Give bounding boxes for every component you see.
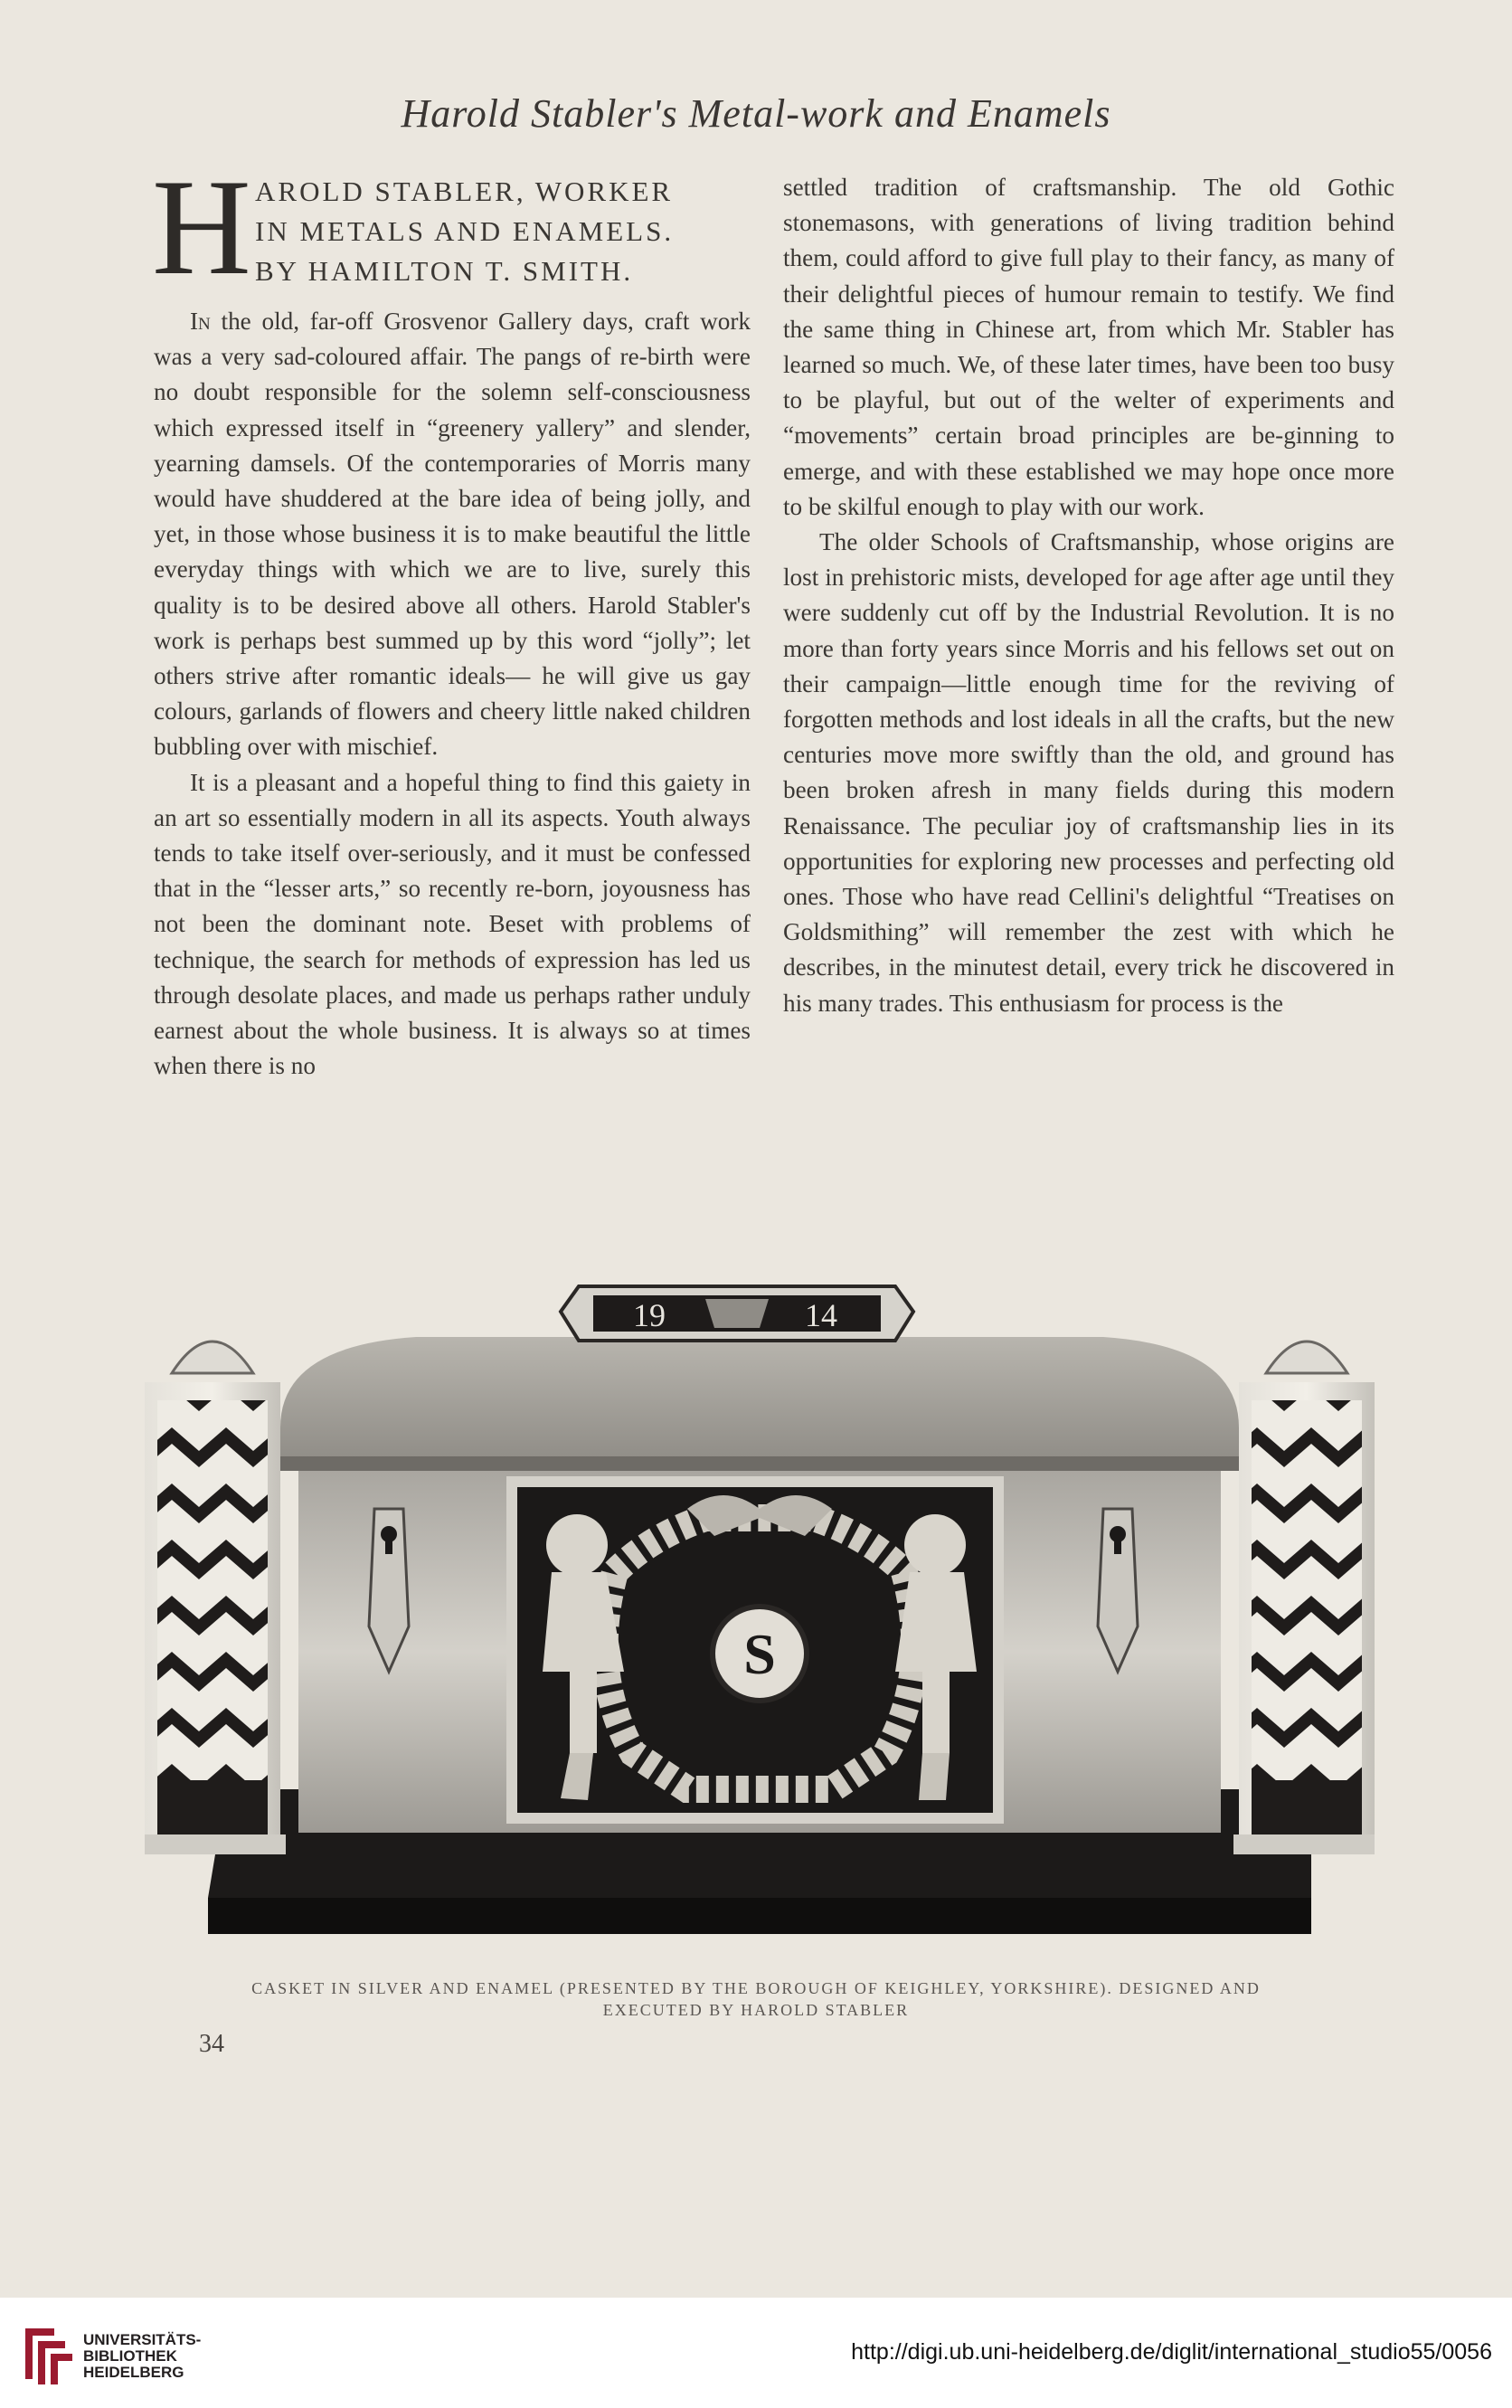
lid-rim <box>280 1456 1239 1471</box>
paragraph-3: settled tradition of craftsmanship. The old Gothic stonemasons, with generations of living tradition behind them, could afford to give full play to their fancy, as many of their delightful pieces of humour remain to testify. We find the same thing in Chinese art, from which Mr. Stabler has learned so much. We, of these later times, have been too busy to be playful, but out of the welter of experiments and “movements” certain broad principles are be-ginning to emerge, and with these established we may hope once more to be skilful enough to play with our work. <box>783 174 1394 520</box>
plaque-year-left: 19 <box>633 1297 666 1333</box>
running-head: Harold Stabler's Metal-work and Enamels <box>401 91 1111 136</box>
paragraph-1 <box>154 304 751 765</box>
figure-caption <box>90 1977 1422 2021</box>
title-line-3: BY HAMILTON T. SMITH. <box>255 255 634 287</box>
library-name-line-2: BIBLIOTHEK <box>83 2347 177 2365</box>
casket-lid <box>280 1337 1239 1464</box>
right-column <box>783 170 1394 1021</box>
casket-photograph <box>145 1247 1375 1952</box>
plaque-year-right: 14 <box>805 1297 837 1333</box>
left-column <box>152 151 751 1084</box>
left-front-pillar <box>145 1341 286 1854</box>
plinth-front <box>208 1898 1311 1934</box>
article-title-block <box>152 151 751 303</box>
page-number: 34 <box>199 2030 224 2058</box>
paragraph-4: The older Schools of Craftsmanship, whose origins are lost in prehistoric mists, developed for age after age until they were suddenly cut off by the Industrial Revolution. It is no more than forty years since Morris and his fellows set out on their campaign—little enough time for the reviving of forgotten methods and lost ideals in all the crafts, but the new centuries move more swiftly than the old, and ground has been broken afresh in many fields during this modern Renaissance. The peculiar joy of craftsmanship lies in its opportunities for exploring new processes and perfecting old ones. Those who have read Cellini's delightful “Treatises on Goldsmithing” will remember the zest with which he describes, in the minutest detail, every trick he discovered in his many trades. This enthusiasm for process is the <box>783 528 1394 1017</box>
title-line-2: IN METALS AND ENAMELS. <box>255 215 675 247</box>
paragraph-1-text: the old, far-off Grosvenor Gallery days, craft work was a very sad-coloured affair. The pangs of re-birth were no doubt responsible for the solemn self-consciousness which expressed itself in “greenery yallery” and slender, yearning damsels. Of the contemporaries of Morris many would have shuddered at the bare idea of being jolly, and yet, in those whose business it is to make beautiful the little everyday things with which we are to live, surely this quality is to be desired above all others. Harold Stabler's work is perhaps best summed up by this word “jolly”; let others strive after romantic ideals— he will give us gay colours, garlands of flowers and cheery little naked children bubbling over with mischief. <box>154 308 751 761</box>
paragraph-1-lead: In <box>190 308 211 335</box>
library-name-line-1: UNIVERSITÄTS- <box>83 2331 202 2348</box>
digitization-footer <box>0 2298 1512 2408</box>
library-logo-icon <box>18 2321 76 2386</box>
title-line-1: AROLD STABLER, WORKER <box>255 175 674 207</box>
enamel-panel <box>506 1476 1004 1824</box>
paragraph-2: It is a pleasant and a hopeful thing to find this gaiety in an art so essentially modern in all its aspects. Youth always tends to take itself over-seriously, and it must be confessed that in the “lesser arts,” so recently re-born, joyousness has not been the dominant note. Beset with problems of technique, the search for methods of expression has led us through desolate places, and made us perhaps rather unduly earnest about the whole business. It is always so at times when there is no <box>154 768 751 1080</box>
library-name-line-3: HEIDELBERG <box>83 2364 184 2381</box>
drop-cap: H <box>152 151 251 303</box>
right-front-pillar <box>1233 1341 1375 1854</box>
library-name <box>83 2332 201 2381</box>
caption-line-2: EXECUTED BY HAROLD STABLER <box>602 2001 910 2019</box>
source-url-link[interactable]: http://digi.ub.uni-heidelberg.de/diglit/international_studio55/0056 <box>851 2339 1492 2365</box>
monogram-letter: S <box>743 1622 776 1686</box>
casket-illustration <box>145 1247 1375 1952</box>
lid-plaque <box>561 1286 913 1341</box>
caption-line-1: CASKET IN SILVER AND ENAMEL (PRESENTED BY THE BOROUGH OF KEIGHLEY, YORKSHIRE). DESIGNED AND <box>251 1979 1261 1997</box>
